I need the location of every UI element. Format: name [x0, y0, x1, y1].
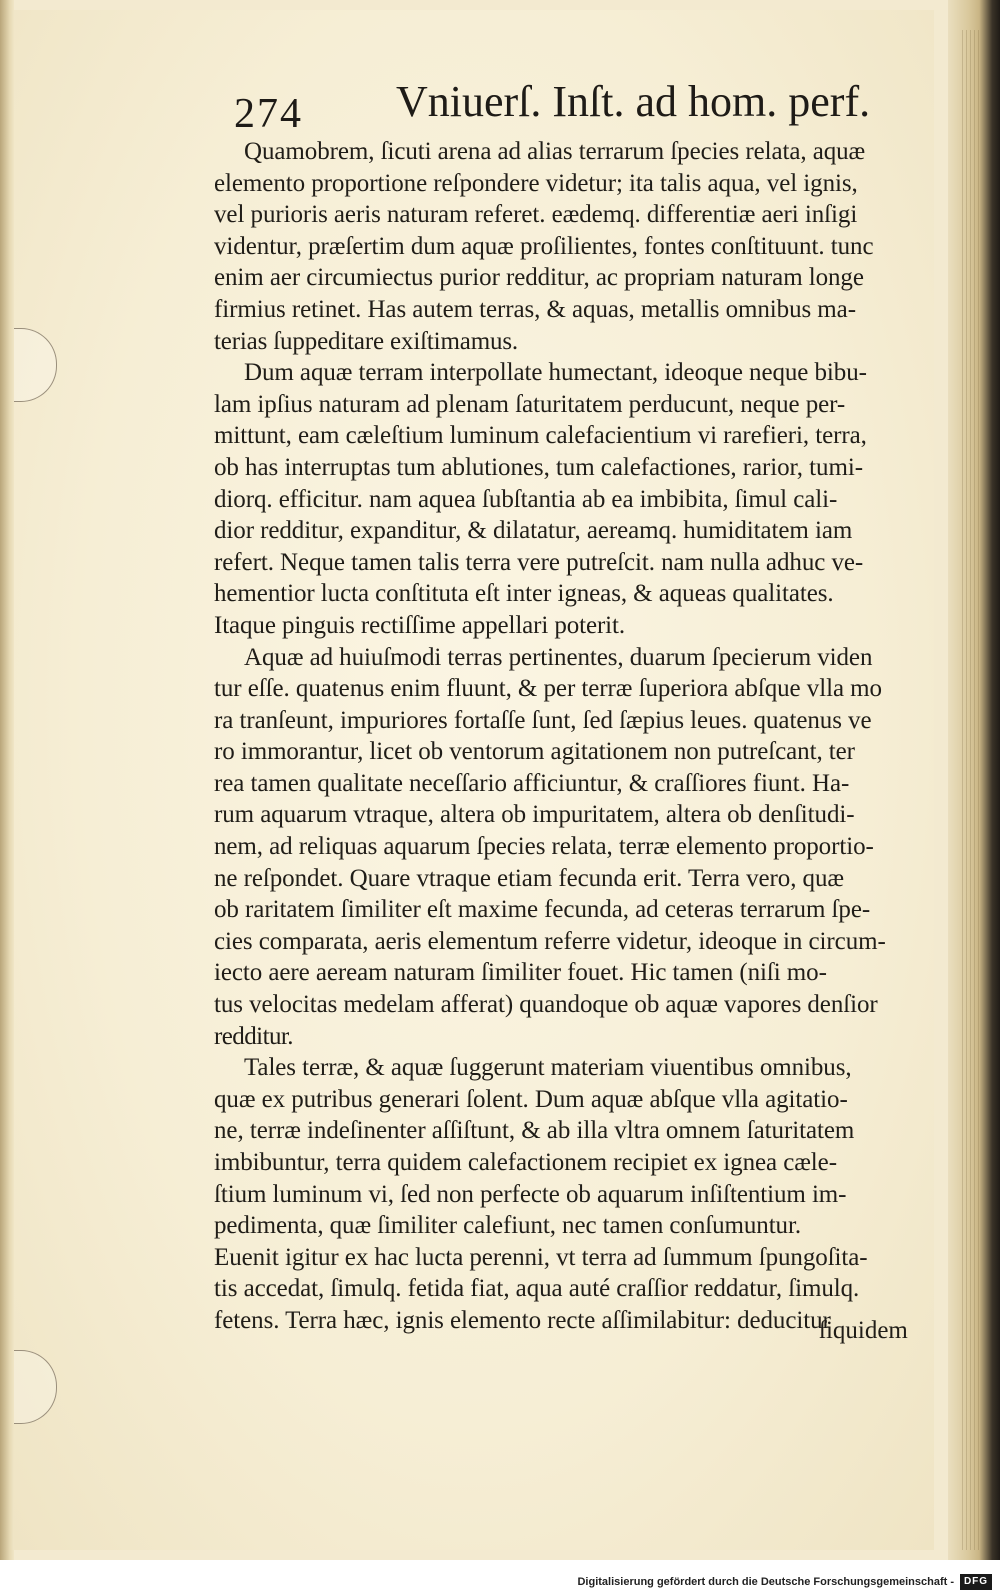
text-line: ob raritatem ſimiliter eſt maxime fecunda, ad ceteras terrarum ſpe-	[214, 896, 871, 924]
text-line: nem, ad reliquas aquarum ſpecies relata, terræ elemento proportio-	[214, 833, 874, 861]
text-line: Tales terræ, & aquæ ſuggerunt materiam viuentibus omnibus,	[244, 1054, 852, 1082]
text-line: firmius retinet. Has autem terras, & aquas, metallis omnibus ma-	[214, 295, 856, 323]
text-line: ne reſpondet. Quare vtraque etiam fecunda erit. Terra vero, quæ	[214, 864, 844, 892]
text-line: videntur, præſertim dum aquæ proſilientes, fontes conſtituunt. tunc	[214, 232, 874, 260]
text-line: Aquæ ad huiuſmodi terras pertinentes, duarum ſpecierum viden	[244, 643, 873, 671]
text-line: Dum aquæ terram interpollate humectant, ideoque neque bibu-	[244, 359, 867, 387]
page-tab-bottom	[14, 1350, 57, 1424]
text-line: lam ipſius naturam ad plenam ſaturitatem perducunt, neque per-	[214, 390, 846, 418]
book-edge-left	[0, 0, 14, 1560]
funding-credit: Digitalisierung gefördert durch die Deutsche Forschungsgemeinschaft -	[577, 1576, 954, 1588]
text-line: tis accedat, ſimulq. fetida fiat, aqua auté craſſior reddatur, ſimulq.	[214, 1275, 860, 1303]
text-line: tur eſſe. quatenus enim fluunt, & per terræ ſuperiora abſque vlla mo	[214, 675, 882, 703]
page-header	[234, 72, 874, 137]
running-head: Vniuerſ. Inſt. ad hom. perf.	[396, 77, 871, 126]
text-line: hementior lucta conſtituta eſt inter igneas, & aqueas qualitates.	[214, 580, 834, 608]
text-line: diorq. efficitur. nam aquea ſubſtantia ab ea imbibita, ſimul cali-	[214, 485, 838, 513]
text-line: vel purioris aeris naturam referet. eædemq. differentiæ aeri inſigi	[214, 201, 858, 229]
text-line: enim aer circumiectus purior redditur, ac propriam naturam longe	[214, 264, 864, 292]
text-line: ra tranſeunt, impuriores fortaſſe ſunt, ſed ſæpius leues. quatenus ve	[214, 706, 872, 734]
page-tab-top	[14, 328, 57, 402]
text-line: rea tamen qualitate neceſſario afficiuntur, & craſſiores fiunt. Ha-	[214, 769, 850, 797]
text-line: pedimenta, quæ ſimiliter calefiunt, nec tamen conſumuntur.	[214, 1212, 801, 1240]
text-line: ro immorantur, licet ob ventorum agitationem non putreſcant, ter	[214, 738, 855, 766]
catchword: ſiquidem	[819, 1317, 908, 1344]
text-line: ob has interruptas tum ablutiones, tum calefactiones, rarior, tumi-	[214, 453, 863, 481]
text-line: ne, terræ indeſinenter aſſiſtunt, & ab illa vltra omnem ſaturitatem	[214, 1117, 855, 1145]
text-line: rum aquarum vtraque, altera ob impuritatem, altera ob denſitudi-	[214, 801, 855, 829]
text-line: cies comparata, aeris elementum referre videtur, ideoque in circum-	[214, 927, 886, 955]
text-line: imbibuntur, terra quidem calefactionem recipiet ex ignea cæle-	[214, 1149, 837, 1176]
text-line: fetens. Terra hæc, ignis elemento recte aſſimilabitur: deducitur	[214, 1306, 831, 1334]
body-text	[214, 136, 954, 1337]
text-line: dior redditur, expanditur, & dilatatur, aereamq. humiditatem iam	[214, 517, 853, 545]
text-line: Euenit igitur ex hac lucta perenni, vt terra ad ſummum ſpungoſita-	[214, 1243, 868, 1271]
page-stack-lines	[962, 30, 980, 1550]
text-line: mittunt, eam cæleſtium luminum calefacientium vi rarefieri, terra,	[214, 422, 867, 450]
dfg-logo: DFG	[960, 1574, 992, 1590]
text-line: redditur.	[214, 1022, 293, 1050]
text-line: ſtium luminum vi, ſed non perfecte ob aquarum inſiſtentium im-	[214, 1180, 847, 1208]
text-line: elemento proportione reſpondere videtur; ita talis aqua, vel ignis,	[214, 169, 858, 197]
book-page	[14, 10, 934, 1550]
book-edge-right	[948, 0, 1000, 1560]
page-number: 274	[234, 91, 303, 137]
text-line: tus velocitas medelam afferat) quandoque ob aquæ vapores denſior	[214, 991, 878, 1019]
text-line: terias ſuppeditare exiſtimamus.	[214, 327, 518, 355]
text-line: Itaque pinguis rectiſſime appellari poterit.	[214, 611, 625, 639]
text-line: refert. Neque tamen talis terra vere putreſcit. nam nulla adhuc ve-	[214, 548, 864, 576]
text-line: quæ ex putribus generari ſolent. Dum aquæ abſque vlla agitatio-	[214, 1085, 848, 1113]
text-line: Quamobrem, ſicuti arena ad alias terrarum ſpecies relata, aquæ	[244, 138, 866, 165]
text-line: iecto aere aeream naturam ſimiliter fouet. Hic tamen (niſi mo-	[214, 959, 827, 987]
